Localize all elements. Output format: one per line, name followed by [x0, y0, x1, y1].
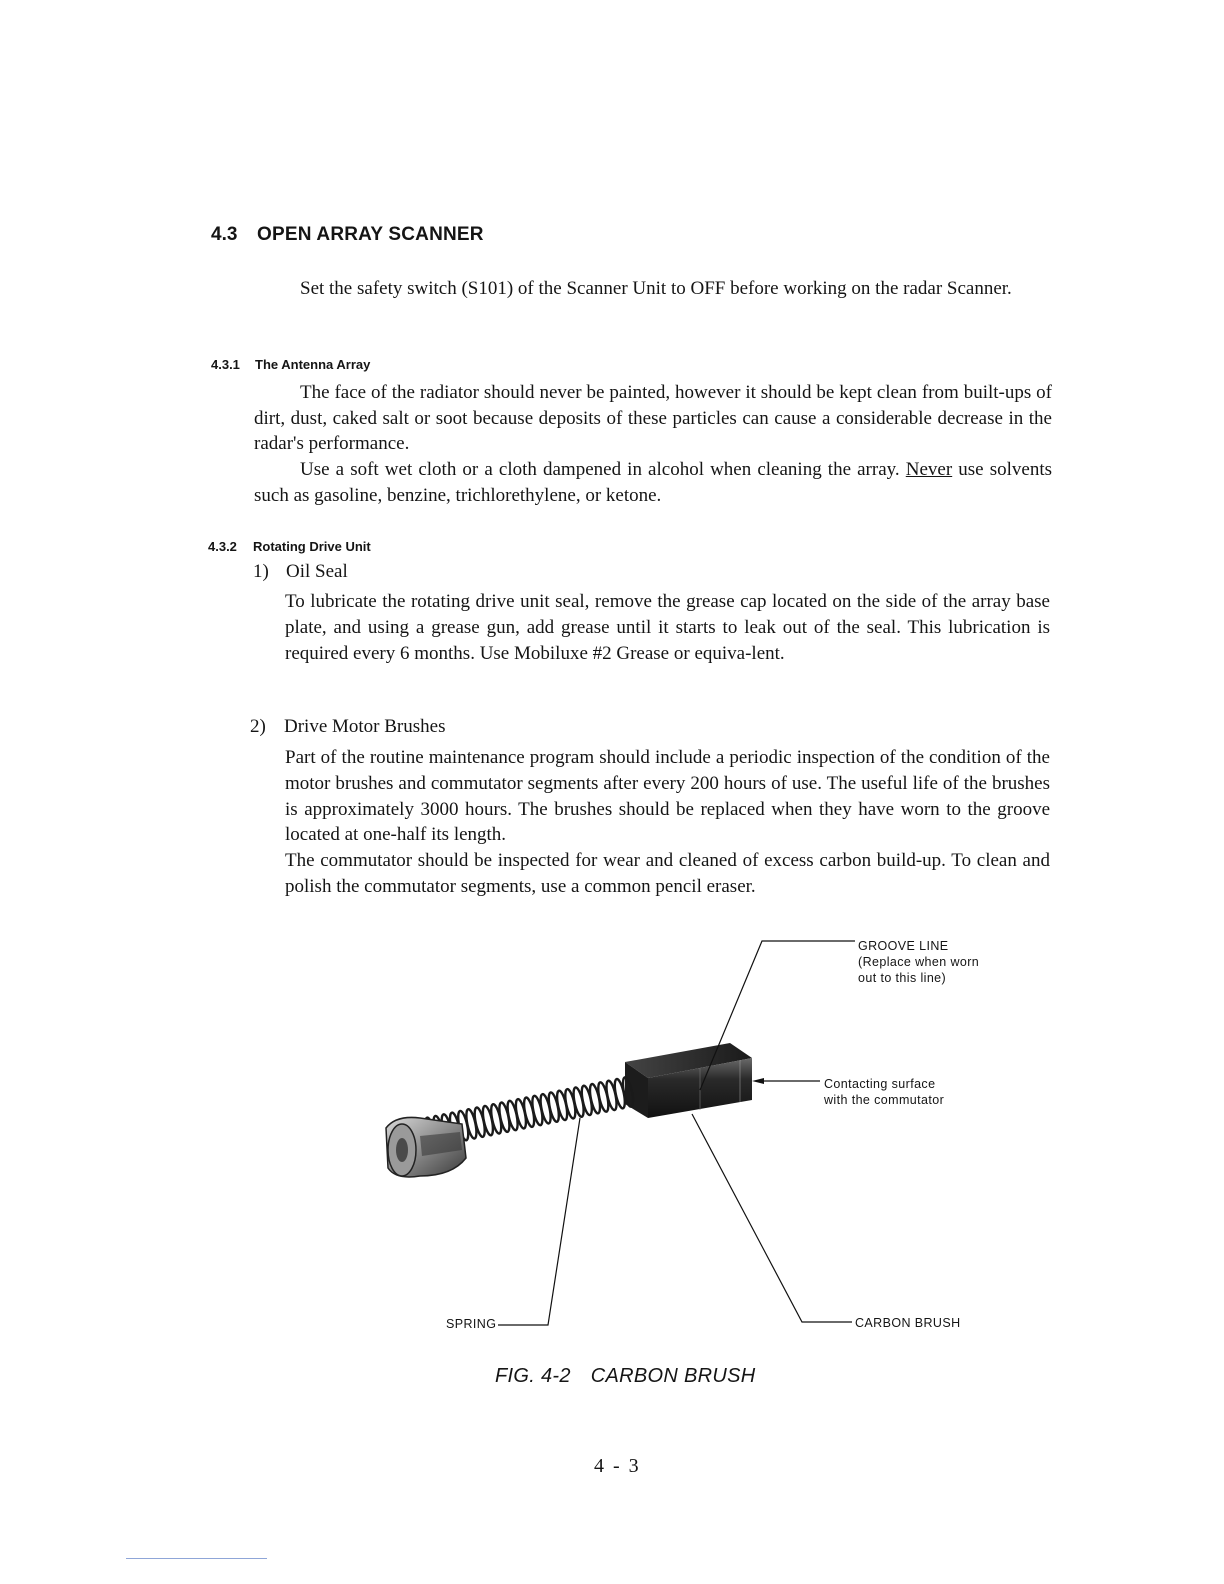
callout-contact-1: Contacting surface: [824, 1077, 936, 1091]
brushes-body: Part of the routine maintenance program should include a periodic inspection of the condition of the motor brushes and commutator segments after every 200 hours of use. The useful life of the brushes is approximately 3000 hours. The brushes should be replaced when they have worn to the groove located at one-half its length.: [285, 747, 1050, 846]
antenna-paragraph-1: [254, 380, 1052, 457]
antenna-paragraph-2: [254, 457, 1052, 508]
terminal-cap: [386, 1117, 466, 1177]
figure-title: CARBON BRUSH: [590, 1365, 756, 1387]
footer-rule: [126, 1558, 267, 1559]
subsection-number-drive: 4.3.2: [208, 539, 237, 554]
antenna-text-1: The face of the radiator should never be painted, however it should be kept clean from built-ups of dirt, dust, caked salt or soot because deposits of these particles can cause a considerable decrease in the radar's performance.: [254, 382, 1052, 454]
never-emphasis: Never: [905, 459, 953, 480]
callout-carbon-brush: CARBON BRUSH: [855, 1316, 961, 1330]
subsection-title-antenna: The Antenna Array: [255, 357, 371, 372]
antenna-text-2b: use solvents such as gasoline, benzine, trichlorethylene, or ketone.: [254, 459, 1053, 506]
contact-arrow-icon: [752, 1078, 764, 1084]
callout-groove-note-1: (Replace when worn: [858, 955, 980, 969]
subsection-title-drive: Rotating Drive Unit: [253, 539, 371, 554]
item-title-oil-seal: Oil Seal: [286, 561, 348, 582]
callout-contact-2: with the commutator: [824, 1093, 945, 1107]
leader-lines: [498, 941, 855, 1325]
commutator-body: The commutator should be inspected for wear and cleaned of excess carbon build-up. To clean and polish the commutator segments, use a common pencil eraser.: [285, 850, 1050, 897]
subsection-number-antenna: 4.3.1: [211, 357, 240, 372]
item-number-oil-seal: 1): [253, 561, 269, 582]
oil-seal-body: To lubricate the rotating drive unit seal, remove the grease cap located on the side of the array base plate, and using a grease gun, add grease until it starts to leak out of the seal. This lubrication is required every 6 months. Use Mobiluxe #2 Grease or equiva-lent.: [285, 591, 1050, 664]
antenna-text-2a: Use a soft wet cloth or a cloth dampened in alcohol when cleaning the array.: [300, 459, 906, 480]
section-title: OPEN ARRAY SCANNER: [257, 224, 484, 245]
callout-groove-line: GROOVE LINE: [858, 939, 949, 953]
section-number: 4.3: [211, 224, 238, 245]
callout-spring: SPRING: [446, 1317, 497, 1331]
figure-number: FIG. 4-2: [495, 1365, 571, 1387]
callout-groove-note-2: out to this line): [858, 971, 947, 985]
spring-leader: [498, 1118, 580, 1325]
item-title-brushes: Drive Motor Brushes: [284, 716, 446, 737]
safety-text: Set the safety switch (S101) of the Scanner Unit to OFF before working on the radar Scanner.: [300, 278, 1012, 299]
safety-paragraph: [254, 276, 1052, 302]
carbon-leader: [692, 1114, 852, 1322]
item-number-brushes: 2): [250, 716, 266, 737]
figure-caption: [495, 1365, 755, 1388]
page-number: 4 - 3: [594, 1455, 641, 1477]
carbon-brush-figure: [360, 930, 1000, 1350]
carbon-block: [625, 1043, 752, 1118]
